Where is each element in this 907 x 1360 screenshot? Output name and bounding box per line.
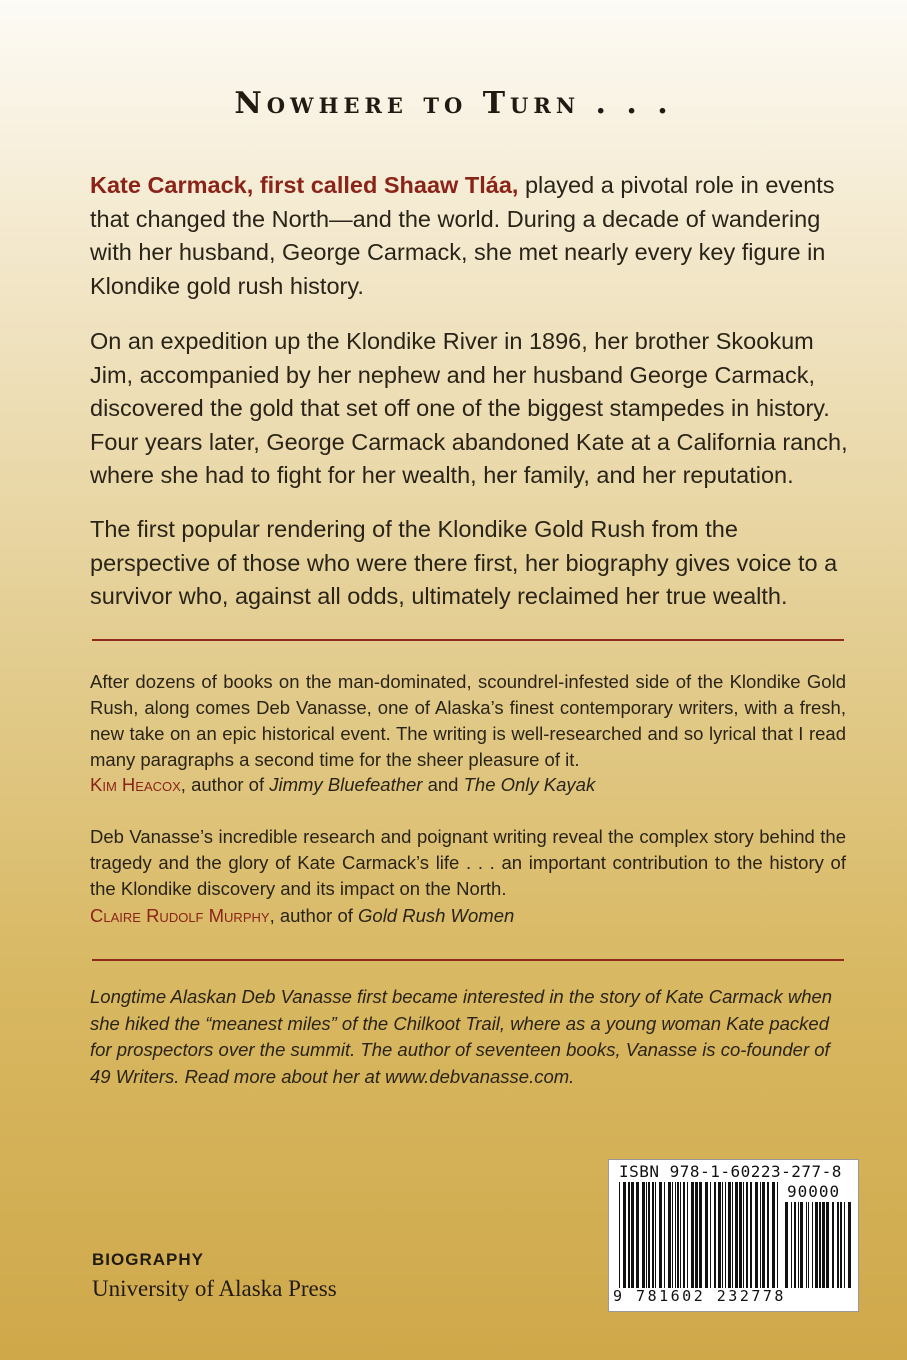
price-code: 90000	[787, 1182, 841, 1201]
divider-rule	[92, 639, 844, 641]
isbn-barcode	[608, 1159, 859, 1312]
endorsement-attribution-1	[90, 774, 595, 796]
endorsement-quote-1: After dozens of books on the man-dominated, scoundrel-infested side of the Klondike Gold Rush, along comes Deb Vanasse, one of Alaska’s finest contemporary writers, with a fresh, new take on an epic historical event. The writing is well-researched and so lyrical that I read many paragraphs a second time for the sheer pleasure of it.	[90, 671, 846, 770]
description-paragraph-1	[90, 169, 850, 303]
barcode-bars	[619, 1182, 779, 1288]
endorsement-attribution-2	[90, 905, 514, 927]
ean-number: 9 781602 232778	[613, 1287, 786, 1305]
isbn-number: ISBN 978-1-60223-277-8	[619, 1162, 842, 1181]
book-title-ref: Jimmy Bluefeather	[269, 774, 423, 795]
attribution-conjunction: and	[422, 774, 464, 795]
endorser-name: Kim Heacox	[90, 774, 181, 795]
description-paragraph-3: The first popular rendering of the Klondike Gold Rush from the perspective of those who were there first, her biography gives voice to a survivor who, against all odds, ultimately reclaimed her true wealth.	[90, 516, 838, 609]
book-category: BIOGRAPHY	[92, 1250, 204, 1269]
author-bio: Longtime Alaskan Deb Vanasse first became interested in the story of Kate Carmack when she hiked the “meanest miles” of the Chilkoot Trail, where as a young woman Kate packed for prospectors over the summit. The author of seventeen books, Vanasse is co-founder of 49 Writers. Read more about her at www.debvanasse.com.	[90, 986, 833, 1087]
book-title: Nowhere to Turn . . .	[234, 86, 673, 121]
publisher-name: University of Alaska Press	[92, 1276, 337, 1301]
endorsement-quote-2: Deb Vanasse’s incredible research and poignant writing reveal the complex story behind the tragedy and the glory of Kate Carmack’s life . . . an important contribution to the history of the Klondike discovery and its impact on the North.	[90, 826, 846, 899]
description-paragraph-1-text: played a pivotal role in events that changed the North—and the world. During a decade of wandering with her husband, George Carmack, she met nearly every key figure in Klondike gold rush history.	[90, 172, 835, 299]
divider-rule	[92, 959, 844, 961]
attribution-text: , author of	[269, 905, 359, 926]
endorser-name: Claire Rudolf Murphy	[90, 905, 270, 926]
subject-name: Kate Carmack, first called Shaaw Tláa,	[90, 172, 519, 198]
book-title-ref: Gold Rush Women	[358, 905, 515, 926]
description-paragraph-2: On an expedition up the Klondike River in 1896, her brother Skookum Jim, accompanied by her nephew and her husband George Carmack, discovered the gold that set off one of the biggest stampedes in history. Four years later, George Carmack abandoned Kate at a California ranch, where she had to fight for her wealth, her family, and her reputation.	[90, 328, 848, 488]
attribution-text: , author of	[180, 774, 270, 795]
barcode-addon-bars	[785, 1202, 851, 1288]
book-title-ref: The Only Kayak	[463, 774, 596, 795]
